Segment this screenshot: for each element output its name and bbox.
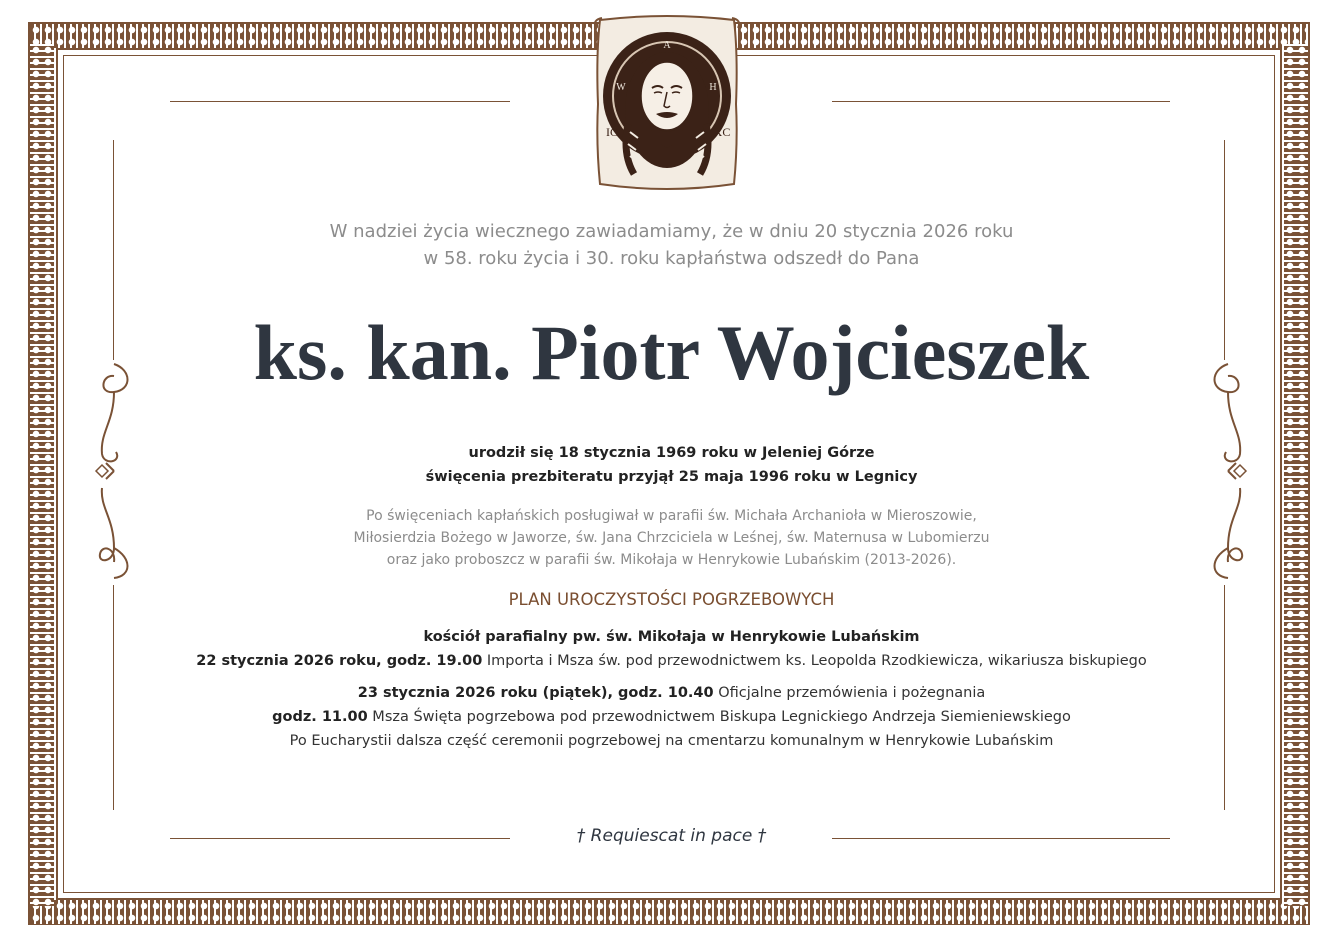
bio-ordained: święcenia prezbiteratu przyjął 25 maja 1996 roku w Legnicy (425, 469, 918, 485)
plan-item-1-time: 22 stycznia 2026 roku, godz. 19.00 (196, 653, 483, 669)
bottom-ornament-band (30, 900, 1308, 924)
deceased-name: ks. kan. Piotr Wojcieszek (253, 309, 1090, 396)
plan-item-1-text: Importa i Msza św. pod przewodnictwem ks. Leopolda Rzodkiewicza, wikariusza biskupiego (482, 653, 1147, 669)
top-right-rule (832, 101, 1170, 102)
monogram-left: IC (606, 125, 618, 139)
plan-item-3-time: godz. 11.00 (272, 709, 368, 725)
plan-item-3 (0, 705, 1343, 729)
holy-face-icon (592, 14, 742, 192)
bio-born: urodził się 18 stycznia 1969 roku w Jeleniej Górze (468, 445, 875, 461)
plan-item-4: Po Eucharystii dalsza część ceremonii pogrzebowej na cmentarzu komunalnym w Henrykowie Lubańskim (289, 733, 1054, 749)
intro-line-2: w 58. roku życia i 30. roku kapłaństwa odszedł do Pana (423, 248, 920, 269)
plan-title: PLAN UROCZYSTOŚCI POGRZEBOWYCH (508, 590, 835, 609)
plan-church: kościół parafialny pw. św. Mikołaja w Henrykowie Lubańskim (423, 629, 920, 645)
plan-item-2-time: 23 stycznia 2026 roku (piątek), godz. 10.40 (357, 685, 714, 701)
ministry-line-2: Miłosierdzia Bożego w Jaworze, św. Jana Chrzciciela w Leśnej, św. Maternusa w Lubomierzu (353, 530, 990, 546)
plan-item-1 (0, 649, 1343, 673)
top-left-rule (170, 101, 510, 102)
halo-letter-right: H (709, 82, 717, 93)
halo-letter-top: A (663, 40, 671, 51)
requiescat-footer: † Requiescat in pace † (576, 826, 767, 846)
ministry-line-1: Po święceniach kapłańskich posługiwał w parafii św. Michała Archanioła w Mieroszowie, (366, 508, 977, 524)
halo-letter-left: W (616, 82, 626, 93)
intro-line-1: W nadziei życia wiecznego zawiadamiamy, że w dniu 20 stycznia 2026 roku (329, 221, 1014, 242)
ministry-line-3: oraz jako proboszcz w parafii św. Mikołaja w Henrykowie Lubańskim (2013-2026). (386, 552, 957, 568)
monogram-right: XC (713, 125, 731, 139)
plan-item-2-text: Oficjalne przemówienia i pożegnania (713, 685, 986, 701)
plan-item-2 (0, 681, 1343, 705)
plan-item-3-text: Msza Święta pogrzebowa pod przewodnictwem Biskupa Legnickiego Andrzeja Siemieniewskiego (367, 709, 1071, 725)
